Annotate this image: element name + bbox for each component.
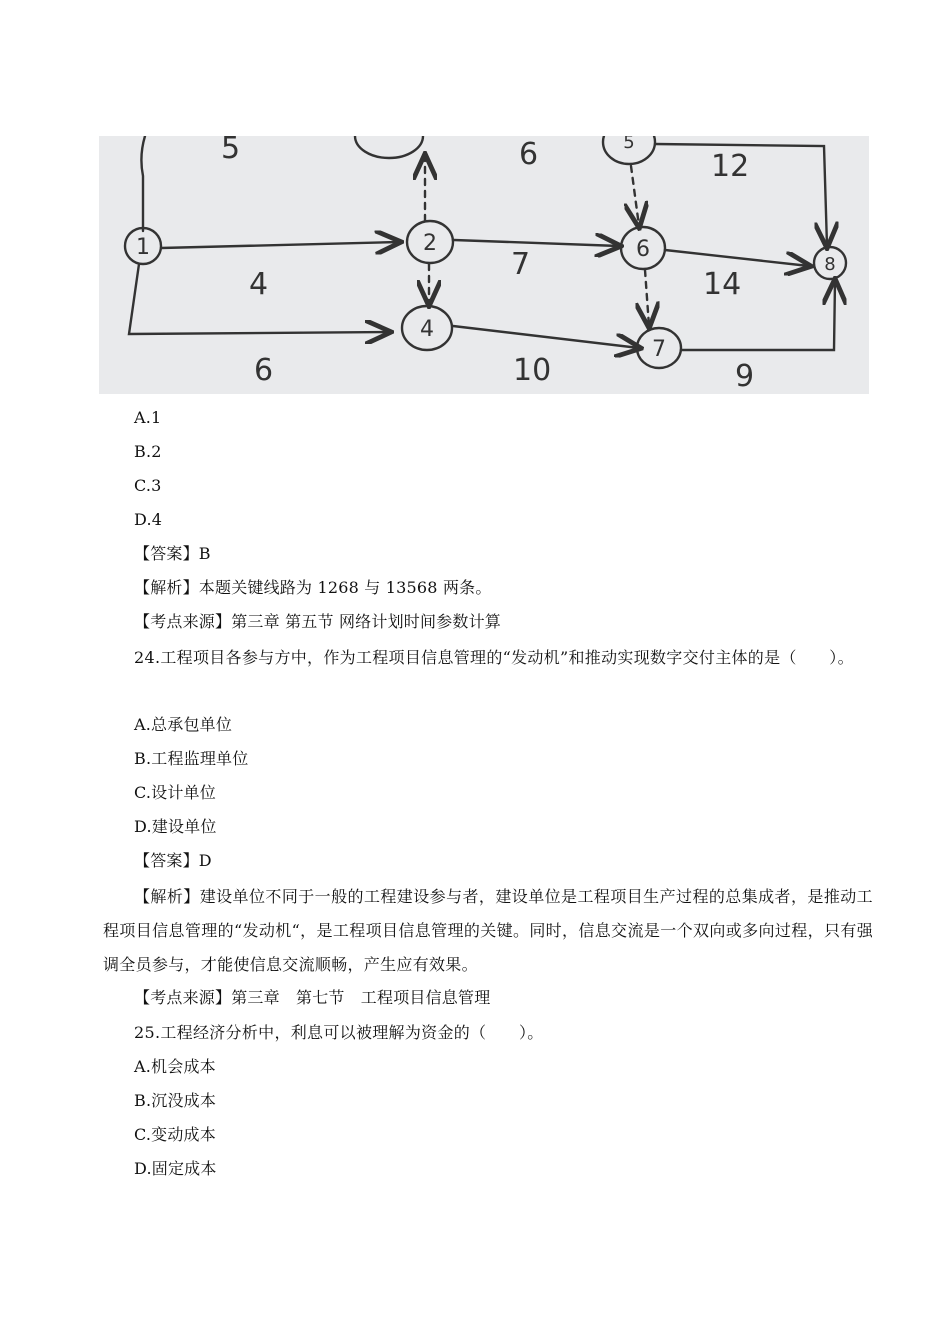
duration-label: 4: [249, 267, 269, 302]
option-b: B.工程监理单位: [134, 749, 249, 768]
answer: 【答案】D: [134, 851, 212, 870]
duration-label: 6: [519, 137, 539, 172]
option-d: D.4: [134, 510, 163, 529]
question-25-stem: 25.工程经济分析中，利息可以被理解为资金的（ ）。: [134, 1023, 544, 1042]
answer: 【答案】B: [134, 544, 211, 563]
node-label-4: 4: [420, 317, 434, 342]
analysis: 【解析】建设单位不同于一般的工程建设参与者，建设单位是工程项目生产过程的总集成者，是推动工程项目信息管理的“发动机“，是工程项目信息管理的关键。同时，信息交流是一个双向或多向过程，只有强调全员参与，才能使信息交流顺畅，产生应有效果。: [103, 887, 873, 974]
duration-label: 5: [221, 136, 241, 166]
option-b: B.沉没成本: [134, 1091, 217, 1110]
option-c: C.3: [134, 476, 162, 495]
node-label-2: 2: [423, 231, 437, 256]
option-a: A.1: [134, 408, 162, 427]
node-label-8: 8: [824, 254, 836, 275]
duration-label: 9: [735, 359, 755, 394]
node-label-7: 7: [652, 337, 666, 362]
network-diagram: [99, 136, 869, 394]
node-top-partial: [355, 136, 423, 158]
option-a: A.总承包单位: [134, 715, 233, 734]
arrow-6-8: [665, 250, 809, 266]
dashed-5-6: [631, 166, 639, 226]
arrow-2-6: [454, 240, 619, 246]
option-d: D.固定成本: [134, 1159, 217, 1178]
option-b: B.2: [134, 442, 162, 461]
duration-label: 14: [703, 267, 742, 302]
option-d: D.建设单位: [134, 817, 217, 836]
duration-label: 6: [254, 353, 274, 388]
network-diagram-photo: [99, 136, 869, 394]
duration-label: 12: [711, 149, 750, 184]
node-label-1: 1: [136, 235, 150, 260]
option-c: C.变动成本: [134, 1125, 216, 1144]
analysis: 【解析】本题关键线路为 1268 与 13568 两条。: [134, 578, 492, 597]
arrow-top-left: [141, 136, 145, 231]
dashed-6-7: [645, 270, 649, 326]
duration-label: 10: [513, 353, 552, 388]
arrow-4-7: [453, 326, 639, 348]
option-a: A.机会成本: [134, 1057, 216, 1076]
question-24-stem: 24.工程项目各参与方中，作为工程项目信息管理的“发动机”和推动实现数字交付主体的是（ ）。: [134, 648, 854, 667]
duration-label: 7: [511, 247, 531, 282]
source: 【考点来源】第三章 第五节 网络计划时间参数计算: [134, 612, 501, 631]
option-c: C.设计单位: [134, 783, 216, 802]
node-label-5: 5: [623, 136, 635, 153]
node-label-6: 6: [636, 237, 650, 262]
arrow-1-2: [161, 242, 399, 248]
source: 【考点来源】第三章 第七节 工程项目信息管理: [134, 988, 491, 1007]
